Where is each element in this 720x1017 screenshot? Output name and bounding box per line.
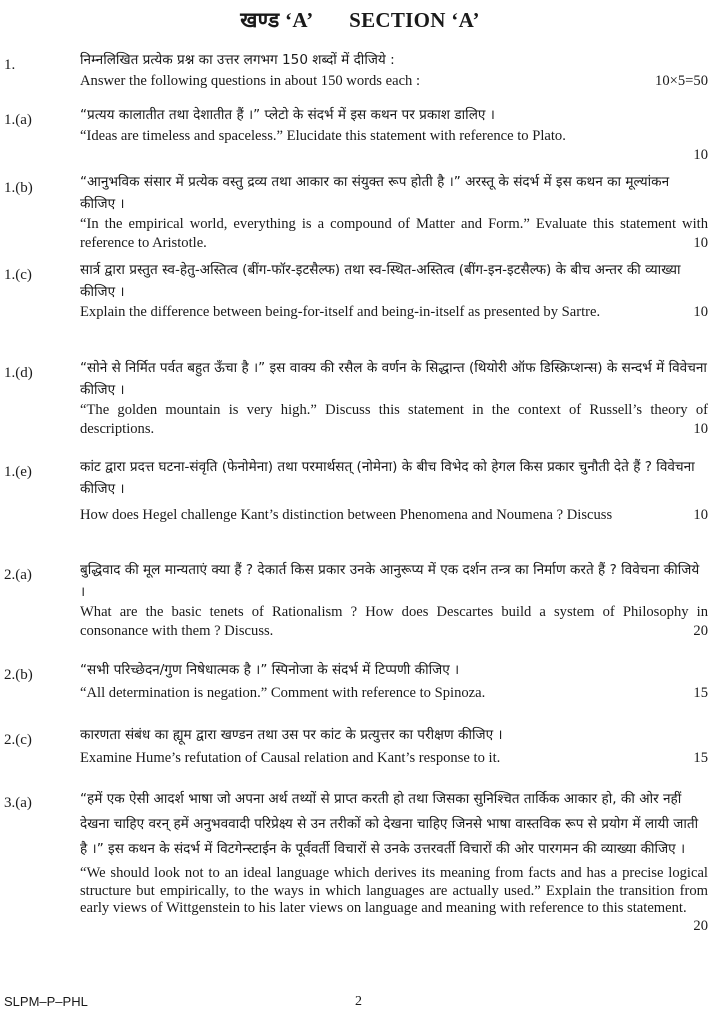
question-text-english (80, 865, 708, 934)
question-text-hindi: सार्त्र द्वारा प्रस्तुत स्व-हेतु-अस्तित्व (बींग-फॉर-इटसैल्फ) तथा स्व-स्थित-अस्तित्व (बींग-इन-इटसैल्फ) के बीच अन्तर की व्याख्या कीजिए । (80, 262, 681, 300)
question-text-hindi: निम्नलिखित प्रत्येक प्रश्न का उत्तर लगभग 150 शब्दों में दीजिये : (80, 52, 395, 68)
question-text-hindi: “प्रत्यय कालातीत तथा देशातीत हैं ।” प्लेटो के संदर्भ में इस कथन पर प्रकाश डालिए । (80, 107, 495, 123)
section-heading-hindi: खण्ड ‘A’ (240, 8, 314, 32)
question-marks: 10 (693, 507, 708, 523)
question-text-hindi: “सोने से निर्मित पर्वत बहुत ऊँचा है ।” इस वाक्य की रसैल के वर्णन के सिद्धान्त (थियोरी ऑफ डिस्क्रिप्शन्स) के सन्दर्भ में विवेचना कीजिए । (80, 360, 707, 398)
question-text-hindi: “हमें एक ऐसी आदर्श भाषा जो अपना अर्थ तथ्यों से प्राप्त करती हो तथा जिसका सुनिश्चित तार्किक आकार हो, की ओर नहीं देखना चाहिए वरन् हमें अनुभववादी परिप्रेक्ष्य से उन तरीकों को देखना चाहिए जिनसे भाषा वास्तविक रूप से प्रयोग में लायी जाती है ।” इस कथन के संदर्भ में विटगेन्स्टाईन के पूर्ववर्ती विचारों से उनके उत्तरवर्ती विचारों की ओर पारगमन की व्याख्या कीजिए । (80, 791, 699, 857)
question-english-text: Answer the following questions in about 150 words each : (80, 72, 421, 89)
question-marks: 15 (693, 684, 708, 701)
question-text-english (80, 749, 708, 768)
question-number: 2.(b) (4, 667, 33, 683)
question-marks: 10×5=50 (655, 72, 708, 89)
question-text-hindi: कारणता संबंध का ह्यूम द्वारा खण्डन तथा उस पर कांट के प्रत्युत्तर का परीक्षण कीजिए । (80, 727, 503, 743)
question-number: 2.(c) (4, 732, 32, 748)
question-text-english (80, 72, 708, 91)
question-text-hindi: “सभी परिच्छेदन/गुण निषेधात्मक है ।” स्पिनोजा के संदर्भ में टिप्पणी कीजिए । (80, 662, 460, 678)
question-number: 1.(a) (4, 112, 32, 128)
question-text-hindi: कांट द्वारा प्रदत्त घटना-संवृति (फेनोमेना) तथा परमार्थसत् (नोमेना) के बीच विभेद को हेगल किस प्रकार चुनौती देते हैं ? विवेचना कीजिए । (80, 459, 695, 497)
question-number: 3.(a) (4, 795, 32, 811)
paper-code: SLPM–P–PHL (4, 994, 88, 1009)
question-text-english (80, 506, 708, 525)
question-english-text: What are the basic tenets of Rationalism ? How does Descartes build a system of Philosophy in consonance with them ? Discuss. (80, 604, 708, 640)
question-english-text: Explain the difference between being-for-itself and being-in-itself as presented by Sartre. (80, 304, 601, 320)
question-number: 1.(c) (4, 267, 32, 283)
question-marks: 10 (693, 235, 708, 252)
question-text-english (80, 401, 708, 439)
question-text-hindi: “आनुभविक संसार में प्रत्येक वस्तु द्रव्य तथा आकार का संयुक्त रूप होती है ।” अरस्तू के संदर्भ में इस कथन का मूल्यांकन कीजिए । (80, 174, 670, 212)
question-marks: 10 (693, 304, 708, 320)
question-english-text: “All determination is negation.” Comment with reference to Spinoza. (80, 684, 486, 701)
question-marks: 15 (693, 749, 708, 766)
question-english-text: “The golden mountain is very high.” Discuss this statement in the context of Russell’s theory of descriptions. (80, 402, 708, 438)
question-number: 1.(d) (4, 365, 33, 381)
question-marks: 10 (693, 421, 708, 438)
question-number: 2.(a) (4, 567, 32, 583)
question-english-text: How does Hegel challenge Kant’s distinction between Phenomena and Noumena ? Discuss (80, 507, 613, 523)
section-heading-english: SECTION ‘A’ (349, 8, 480, 32)
section-heading (0, 6, 720, 34)
page-number: 2 (355, 994, 362, 1009)
question-text-english (80, 215, 708, 253)
question-english-text: “We should look not to an ideal language which derives its meaning from facts and has a precise logical structure but empirically, to the ways in which languages are actually used.” Explain the transition from early views of Wittgenstein to his later views on language and meaning with reference to this statement. (80, 865, 708, 916)
question-english-text: “Ideas are timeless and spaceless.” Elucidate this statement with reference to Plato. (80, 127, 566, 144)
question-text-english (80, 603, 708, 641)
question-number: 1.(b) (4, 180, 33, 196)
question-number: 1.(e) (4, 464, 32, 480)
question-marks: 20 (693, 917, 708, 934)
question-text-english (80, 303, 708, 322)
question-marks: 10 (693, 146, 708, 163)
question-marks: 20 (693, 623, 708, 640)
question-english-text: Examine Hume’s refutation of Causal relation and Kant’s response to it. (80, 749, 501, 766)
question-number: 1. (4, 57, 16, 73)
question-text-english (80, 684, 708, 703)
question-text-hindi: बुद्धिवाद की मूल मान्यताएं क्या हैं ? देकार्त किस प्रकार उनके आनुरूप्य में एक दर्शन तन्त्र का निर्माण करते हैं ? विवेचना कीजिये । (80, 562, 700, 600)
question-english-text: “In the empirical world, everything is a compound of Matter and Form.” Evaluate this statement with reference to Aristotle. (80, 216, 708, 252)
